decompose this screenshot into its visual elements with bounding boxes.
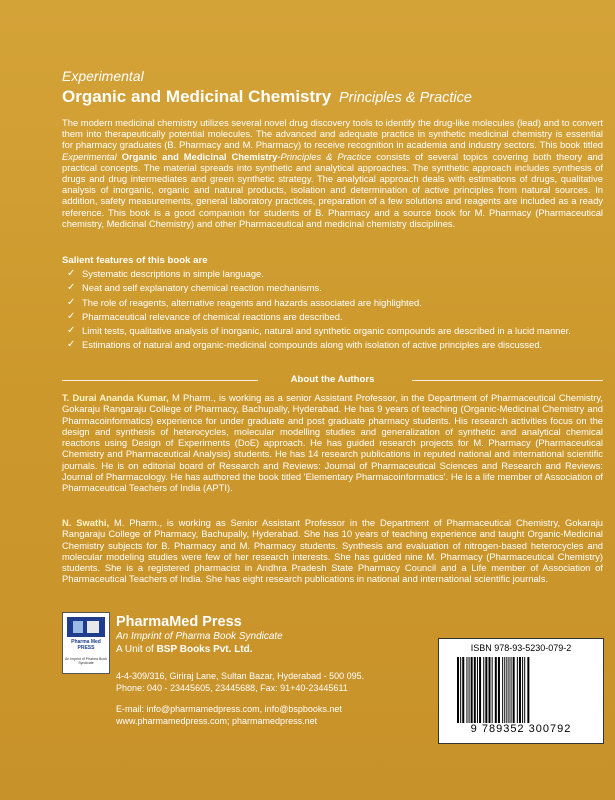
check-icon: ✓ xyxy=(67,325,76,337)
title-block xyxy=(62,68,472,108)
logo-block-1 xyxy=(73,621,83,633)
address-phone: Phone: 040 - 23445605, 23445688, Fax: 91+40-23445611 xyxy=(116,683,348,693)
address-line-1: 4-4-309/316, Giriraj Lane, Sultan Bazar, Hyderabad - 500 095. xyxy=(116,671,365,681)
publisher-block xyxy=(116,614,283,657)
barcode-bar xyxy=(462,657,464,723)
publisher-unit-name: BSP Books Pvt. Ltd. xyxy=(156,644,253,655)
author-name-1: T. Durai Ananda Kumar, xyxy=(62,392,169,403)
barcode-bar xyxy=(502,657,503,723)
feature-text: Estimations of natural and organic-medicinal compounds along with isolation of active principles are discussed. xyxy=(82,339,543,351)
intro-italic-2: -Principles & Practice xyxy=(277,150,372,162)
contact-email: E-mail: info@pharmamedpress.com, info@bspbooks.net xyxy=(116,704,342,714)
author-bio-2 xyxy=(62,517,603,585)
barcode-bar xyxy=(466,657,467,723)
book-title xyxy=(62,87,472,108)
check-icon: ✓ xyxy=(67,339,76,351)
publisher-contact xyxy=(116,703,342,727)
about-authors-heading: About the Authors xyxy=(290,374,375,385)
check-icon: ✓ xyxy=(67,296,76,308)
about-authors-divider xyxy=(62,374,603,386)
barcode-bar xyxy=(522,657,523,723)
publisher-imprint: An Imprint of Pharma Book Syndicate xyxy=(116,631,283,642)
feature-item xyxy=(62,311,603,322)
barcode-bar xyxy=(492,657,493,723)
logo-line-1: Pharma Med xyxy=(71,639,101,645)
barcode-bar xyxy=(457,657,459,723)
publisher-unit xyxy=(116,643,283,657)
barcode-bar xyxy=(508,657,509,723)
barcode-bar xyxy=(504,657,505,723)
divider-line-right xyxy=(412,380,603,381)
barcode-bar xyxy=(495,657,497,723)
intro-text-1: The modern medicinal chemistry utilizes several novel drug discovery tools to identify the drug-like molecules (lead) and to convert them into therapeutically potential molecules. The advanced and adequate practice in synthetic medicinal chemistry is essential for pharmacy graduates (B. Pharmacy and M. Pharmacy) to receive recognition in academia and industry sectors. This book titled xyxy=(62,117,603,151)
logo-wordmark xyxy=(63,639,109,651)
barcode-bar xyxy=(489,657,491,723)
barcode-bar xyxy=(511,657,512,723)
check-icon: ✓ xyxy=(67,268,76,279)
author-bio-1 xyxy=(62,392,603,494)
barcode-bar xyxy=(479,657,481,723)
barcode-bar xyxy=(506,657,507,723)
feature-item xyxy=(62,325,603,336)
feature-item xyxy=(62,339,603,350)
book-title-main: Organic and Medicinal Chemistry xyxy=(62,87,332,106)
features-list xyxy=(62,268,603,354)
barcode-bar xyxy=(485,657,487,723)
feature-item xyxy=(62,282,603,293)
contact-web: www.pharmamedpress.com; pharmamedpress.net xyxy=(116,716,318,726)
author-text-2: M. Pharm., is working as Senior Assistant Professor in the Department of Pharmaceutical Chemistry, Gokaraju Rangaraju College of Pharmacy, Bachupally, Hyderabad. She has 10 years of teaching experience and taught Organic-Medicinal Chemistry subjects for B. Pharmacy and M. Pharmacy students. Synthesis and evaluation of nitrogen-based heterocycles and molecular modeling studies were few of her research interests. She has guided nine M. Pharmacy (Pharmaceutical Chemistry) students. She is a registered pharmacist in Andhra Pradesh State Pharmacy Council and a Life member of Association of Pharmaceutical Teachers of India. She has eight research publications in national and international scientific journals. xyxy=(62,517,604,585)
book-subtitle: Principles & Practice xyxy=(338,90,472,106)
check-icon: ✓ xyxy=(67,310,76,322)
logo-line-2: PRESS xyxy=(77,645,95,651)
feature-text: Limit tests, qualitative analysis of inorganic, natural and synthetic organic compounds are described in a lucid manner. xyxy=(82,325,571,337)
publisher-name: PharmaMed Press xyxy=(116,614,242,630)
author-text-1: M Pharm., is working as a senior Assistant Professor, in the Department of Pharmaceutical Chemistry, Gokaraju Rangaraju College of Pharmacy, Bachupally, Hyderabad. He has 9 years of teaching (Organic-Medicinal Chemistry and Pharmacoinformatics) experience for under graduate and post graduate pharmacy students. His research activities focus on the design and synthesis of heterocycles, molecular modelling studies and generalization of synthetic and analytical chemical reactions using Design of Experiments (DoE) approach. He has guided research projects for M. Pharmacy (Pharmaceutical Chemistry and Pharmaceutical Analysis) students. He has 14 research publications in reputed national and international scientific journals. He is on editorial board of Research and Reviews: Journal of Pharmaceutical Sciences and Research and Reviews: Journal of Pharmacology. He has authored the book titled 'Elementary Pharmacoinformatics'. He is a life member of Association of Pharmaceutical Teachers of India (APTI). xyxy=(62,392,603,494)
feature-text: The role of reagents, alternative reagents and hazards associated are highlighted. xyxy=(82,296,422,308)
barcode-bar xyxy=(513,657,515,723)
barcode-bar xyxy=(498,657,500,723)
barcode-bar xyxy=(469,657,470,723)
barcode-bar xyxy=(519,657,521,723)
barcode-bar xyxy=(483,657,484,723)
check-icon: ✓ xyxy=(67,282,76,294)
barcode-bar xyxy=(524,657,525,723)
intro-text-2: consists of several topics covering both theory and practical concepts. The material spreads into synthetic and analytical approaches. The synthetic approach includes synthesis of drugs and drug intermediates and green synthetic strategy. The analytical approach deals with estimations of drugs, qualitative analysis of inorganic, organic and natural products, isolation and determination of active principles from natural sources. In addition, safety measurements, general laboratory practices, preparation of a few solutions and reagents are included as a ready reference. This book is a good companion for students of B. Pharmacy and a source book for M. Pharmacy (Pharmaceutical chemistry, Medicinal Chemistry) and other Pharmaceutical and medicinal chemistry disciplines. xyxy=(62,150,603,229)
title-kicker: Experimental xyxy=(62,68,144,84)
barcode-bar xyxy=(527,657,529,723)
barcode-bar xyxy=(477,657,478,723)
logo-graphic xyxy=(67,617,105,637)
feature-text: Pharmaceutical relevance of chemical reactions are described. xyxy=(82,310,343,322)
feature-text: Systematic descriptions in simple language. xyxy=(82,268,264,279)
feature-item xyxy=(62,297,603,308)
barcode-icon xyxy=(453,657,589,723)
barcode-bar xyxy=(474,657,476,723)
feature-item xyxy=(62,268,603,279)
intro-paragraph xyxy=(62,117,603,229)
barcode-bar xyxy=(471,657,473,723)
intro-bold-1: Organic and Medicinal Chemistry xyxy=(116,150,278,162)
logo-line-3: An Imprint of Pharma Book Syndicate xyxy=(64,657,108,665)
isbn-label: ISBN 978-93-5230-079-2 xyxy=(470,643,572,653)
publisher-unit-prefix: A Unit of xyxy=(116,644,157,655)
author-name-2: N. Swathi, xyxy=(62,517,110,528)
isbn-digits: 9 789352 300792 xyxy=(470,723,572,735)
isbn-barcode-box xyxy=(438,638,604,744)
barcode-bar xyxy=(517,657,518,723)
publisher-address xyxy=(116,670,364,694)
barcode-bar xyxy=(460,657,461,723)
feature-text: Neat and self explanatory chemical reaction mechanisms. xyxy=(82,282,322,294)
intro-italic-1: Experimental xyxy=(62,150,117,162)
logo-block-2 xyxy=(87,621,99,633)
features-heading: Salient features of this book are xyxy=(62,255,208,266)
publisher-logo xyxy=(62,612,110,674)
